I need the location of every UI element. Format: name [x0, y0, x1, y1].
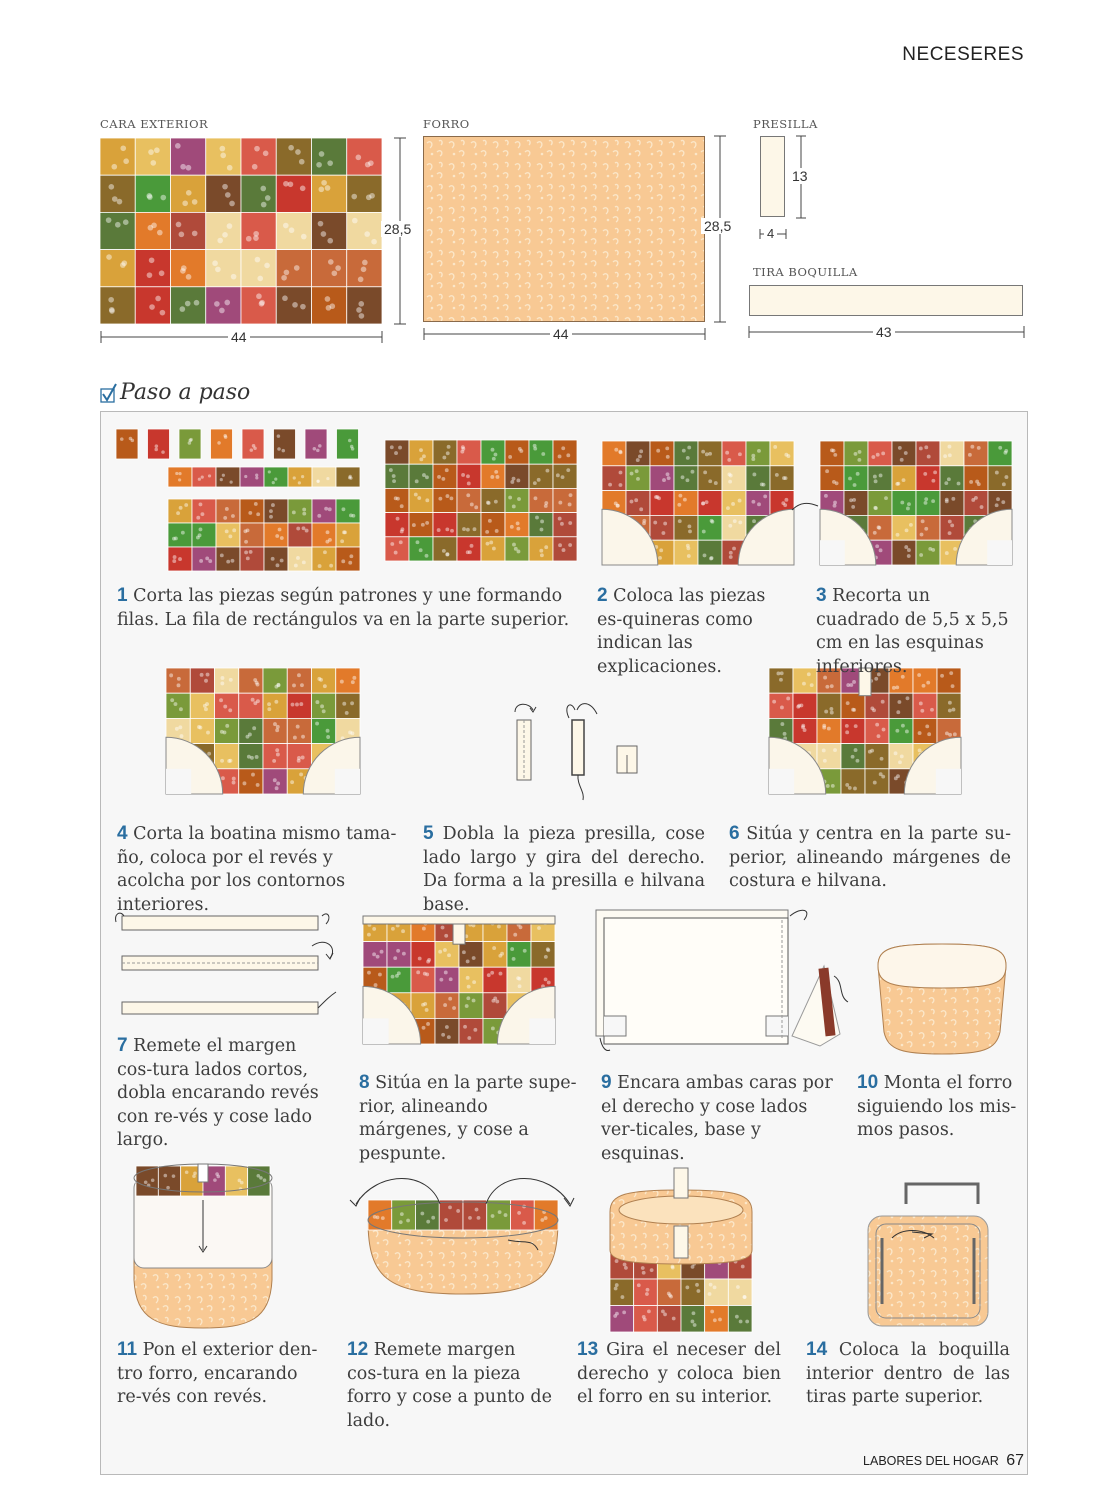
step-1-number: 1: [117, 585, 128, 606]
exterior-patchwork-pattern: [100, 138, 382, 324]
step-10-description: Monta el forro siguiendo los mis-mos pasos.: [857, 1073, 1017, 1140]
lining-height-value: 28,5: [701, 218, 734, 234]
exterior-width-value: 44: [228, 329, 250, 345]
pattern-label-lining: FORRO: [423, 117, 470, 131]
pattern-label-strip: TIRA BOQUILLA: [753, 265, 858, 279]
step-5-description: Dobla la pieza presilla, cose lado largo y gira del derecho. Da forma a la presilla e hilvana base.: [423, 824, 705, 915]
step-12-description: Remete margen cos-tura en la pieza forro y cose a punto de lado.: [347, 1340, 552, 1431]
step-11-number: 11: [117, 1339, 138, 1360]
strip-width-value: 43: [873, 324, 895, 340]
exterior-height-value: 28,5: [381, 221, 414, 237]
step-11-text: [117, 1338, 323, 1410]
step-13-text: [577, 1338, 781, 1410]
step-4-number: 4: [117, 823, 128, 844]
section-title: NECESERES: [902, 44, 1024, 65]
footer-magazine: LABORES DEL HOGAR: [863, 1454, 999, 1468]
loop-pattern-piece: [760, 136, 785, 217]
lining-width-value: 44: [550, 326, 572, 342]
step-13-illustration: [606, 1164, 756, 1336]
step-3-illustration: [820, 441, 1012, 565]
step-8-description: Sitúa en la parte supe-rior, alineando márgenes, y cose a pespunte.: [359, 1073, 577, 1164]
step-7-illustration: [114, 908, 344, 1018]
step-14-number: 14: [806, 1339, 828, 1360]
step-7-number: 7: [117, 1035, 128, 1056]
steps-title: Paso a paso: [120, 380, 251, 405]
step-10-number: 10: [857, 1072, 879, 1093]
step-1-text: [117, 584, 577, 632]
step-12-number: 12: [347, 1339, 369, 1360]
step-13-number: 13: [577, 1339, 599, 1360]
step-14-description: Coloca la boquilla interior dentro de las tiras parte superior.: [806, 1340, 1010, 1407]
step-10-illustration: [872, 940, 1012, 1058]
step-13-description: Gira el neceser del derecho y coloca bien el forro en su interior.: [577, 1340, 781, 1407]
step-8-number: 8: [359, 1072, 370, 1093]
step-14-illustration: [862, 1178, 1002, 1328]
step-11-description: Pon el exterior den-tro forro, encarando re-vés con revés.: [117, 1340, 318, 1407]
step-5-illustration: [505, 700, 645, 805]
step-8-text: [359, 1071, 579, 1166]
pattern-label-loop: PRESILLA: [753, 117, 818, 131]
step-9-number: 9: [601, 1072, 612, 1093]
step-4-illustration: [166, 668, 360, 794]
step-1-assembled-block: [385, 440, 577, 561]
step-8-illustration: [363, 916, 555, 1044]
step-2-description: Coloca las piezas es-quineras como indican las explicaciones.: [597, 586, 766, 677]
step-6-illustration: [769, 668, 961, 794]
pattern-label-exterior: CARA EXTERIOR: [100, 117, 209, 131]
lining-fabric-pattern: [423, 136, 705, 322]
checkmark-icon: [99, 382, 119, 404]
step-10-text: [857, 1071, 1017, 1143]
step-12-text: [347, 1338, 553, 1433]
step-9-text: [601, 1071, 833, 1166]
step-6-number: 6: [729, 823, 740, 844]
step-12-illustration: [348, 1160, 578, 1310]
step-2-text: [597, 584, 793, 679]
step-2-illustration: [602, 441, 794, 565]
step-7-text: [117, 1034, 335, 1153]
strip-pattern-piece: [749, 285, 1023, 316]
loop-height-value: 13: [789, 168, 811, 184]
step-4-text: [117, 822, 399, 917]
step-5-number: 5: [423, 823, 434, 844]
step-3-description: Recorta un cuadrado de 5,5 x 5,5 cm en las esquinas inferiores.: [816, 586, 1009, 677]
step-7-description: Remete el margen cos-tura lados cortos, dobla encarando revés con re-vés y cose lado largo.: [117, 1036, 319, 1150]
step-11-illustration: [128, 1160, 278, 1332]
step-2-number: 2: [597, 585, 608, 606]
step-6-description: Sitúa y centra en la parte su-perior, alineando márgenes de costura e hilvana.: [729, 824, 1011, 891]
step-1-description: Corta las piezas según patrones y une formando filas. La fila de rectángulos va en la parte superior.: [117, 586, 570, 630]
step-3-text: [816, 584, 1012, 679]
step-9-illustration: [592, 906, 852, 1056]
step-6-text: [729, 822, 1011, 894]
step-9-description: Encara ambas caras por el derecho y cose lados ver-ticales, base y esquinas.: [601, 1073, 833, 1164]
step-14-text: [806, 1338, 1010, 1410]
step-4-description: Corta la boatina mismo tama-ño, coloca por el revés y acolcha por los contornos interiores.: [117, 824, 397, 915]
step-5-text: [423, 822, 705, 917]
loop-width-value: 4: [764, 226, 777, 241]
footer-page-number: 67: [1006, 1452, 1024, 1469]
step-2-pointer-line: [790, 498, 820, 514]
page-footer: [863, 1452, 1024, 1470]
step-3-number: 3: [816, 585, 827, 606]
step-1-illustration: [116, 429, 361, 571]
